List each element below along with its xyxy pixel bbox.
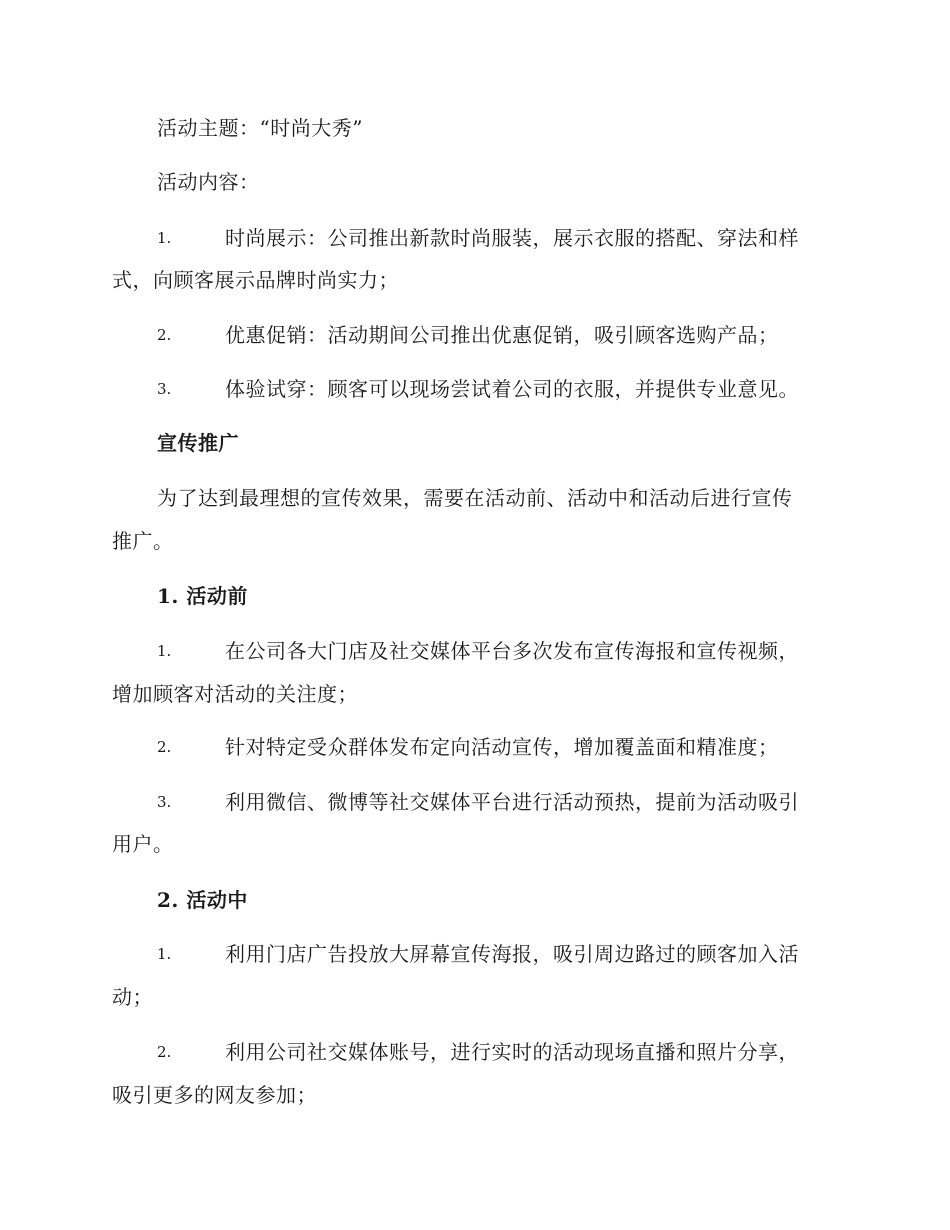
- list-item-number: 2.: [157, 738, 172, 756]
- list-item-number: 1.: [157, 642, 172, 660]
- promotion-intro: 为了达到最理想的宣传效果，需要在活动前、活动中和活动后进行宣传: [157, 486, 793, 510]
- section-heading-promotion: 宣传推广: [157, 431, 239, 455]
- list-item-number: 2.: [157, 1043, 172, 1061]
- list-item-text-continued: 增加顾客对活动的关注度；: [112, 682, 358, 706]
- list-item-text: 针对特定受众群体发布定向活动宣传，增加覆盖面和精准度；: [225, 735, 779, 759]
- list-item-text: 利用公司社交媒体账号，进行实时的活动现场直播和照片分享，: [225, 1040, 799, 1064]
- list-item-text-continued: 吸引更多的网友参加；: [112, 1083, 317, 1107]
- list-item-number: 1.: [157, 229, 172, 247]
- list-item-text: 利用门店广告投放大屏幕宣传海报，吸引周边路过的顾客加入活: [225, 942, 799, 966]
- list-item-text: 优惠促销：活动期间公司推出优惠促销，吸引顾客选购产品；: [225, 323, 779, 347]
- list-item-text: 利用微信、微博等社交媒体平台进行活动预热，提前为活动吸引: [225, 790, 799, 814]
- activity-content-label: 活动内容：: [157, 170, 260, 194]
- list-item-number: 3.: [157, 380, 172, 398]
- list-item-text: 体验试穿：顾客可以现场尝试着公司的衣服，并提供专业意见。: [225, 377, 799, 401]
- promotion-intro-continued: 推广。: [112, 529, 174, 553]
- activity-theme: 活动主题：“时尚大秀”: [157, 116, 363, 140]
- list-item-text-continued: 动；: [112, 985, 153, 1009]
- list-item-text-continued: 式，向顾客展示品牌时尚实力；: [112, 268, 399, 292]
- subsection-heading-before: 1. 活动前: [157, 584, 248, 608]
- list-item-number: 2.: [157, 326, 172, 344]
- list-item-text: 在公司各大门店及社交媒体平台多次发布宣传海报和宣传视频，: [225, 639, 799, 663]
- list-item-number: 1.: [157, 945, 172, 963]
- list-item-text-continued: 用户。: [112, 832, 174, 856]
- subsection-heading-during: 2. 活动中: [157, 888, 248, 912]
- list-item-text: 时尚展示：公司推出新款时尚服装，展示衣服的搭配、穿法和样: [225, 226, 799, 250]
- list-item-number: 3.: [157, 793, 172, 811]
